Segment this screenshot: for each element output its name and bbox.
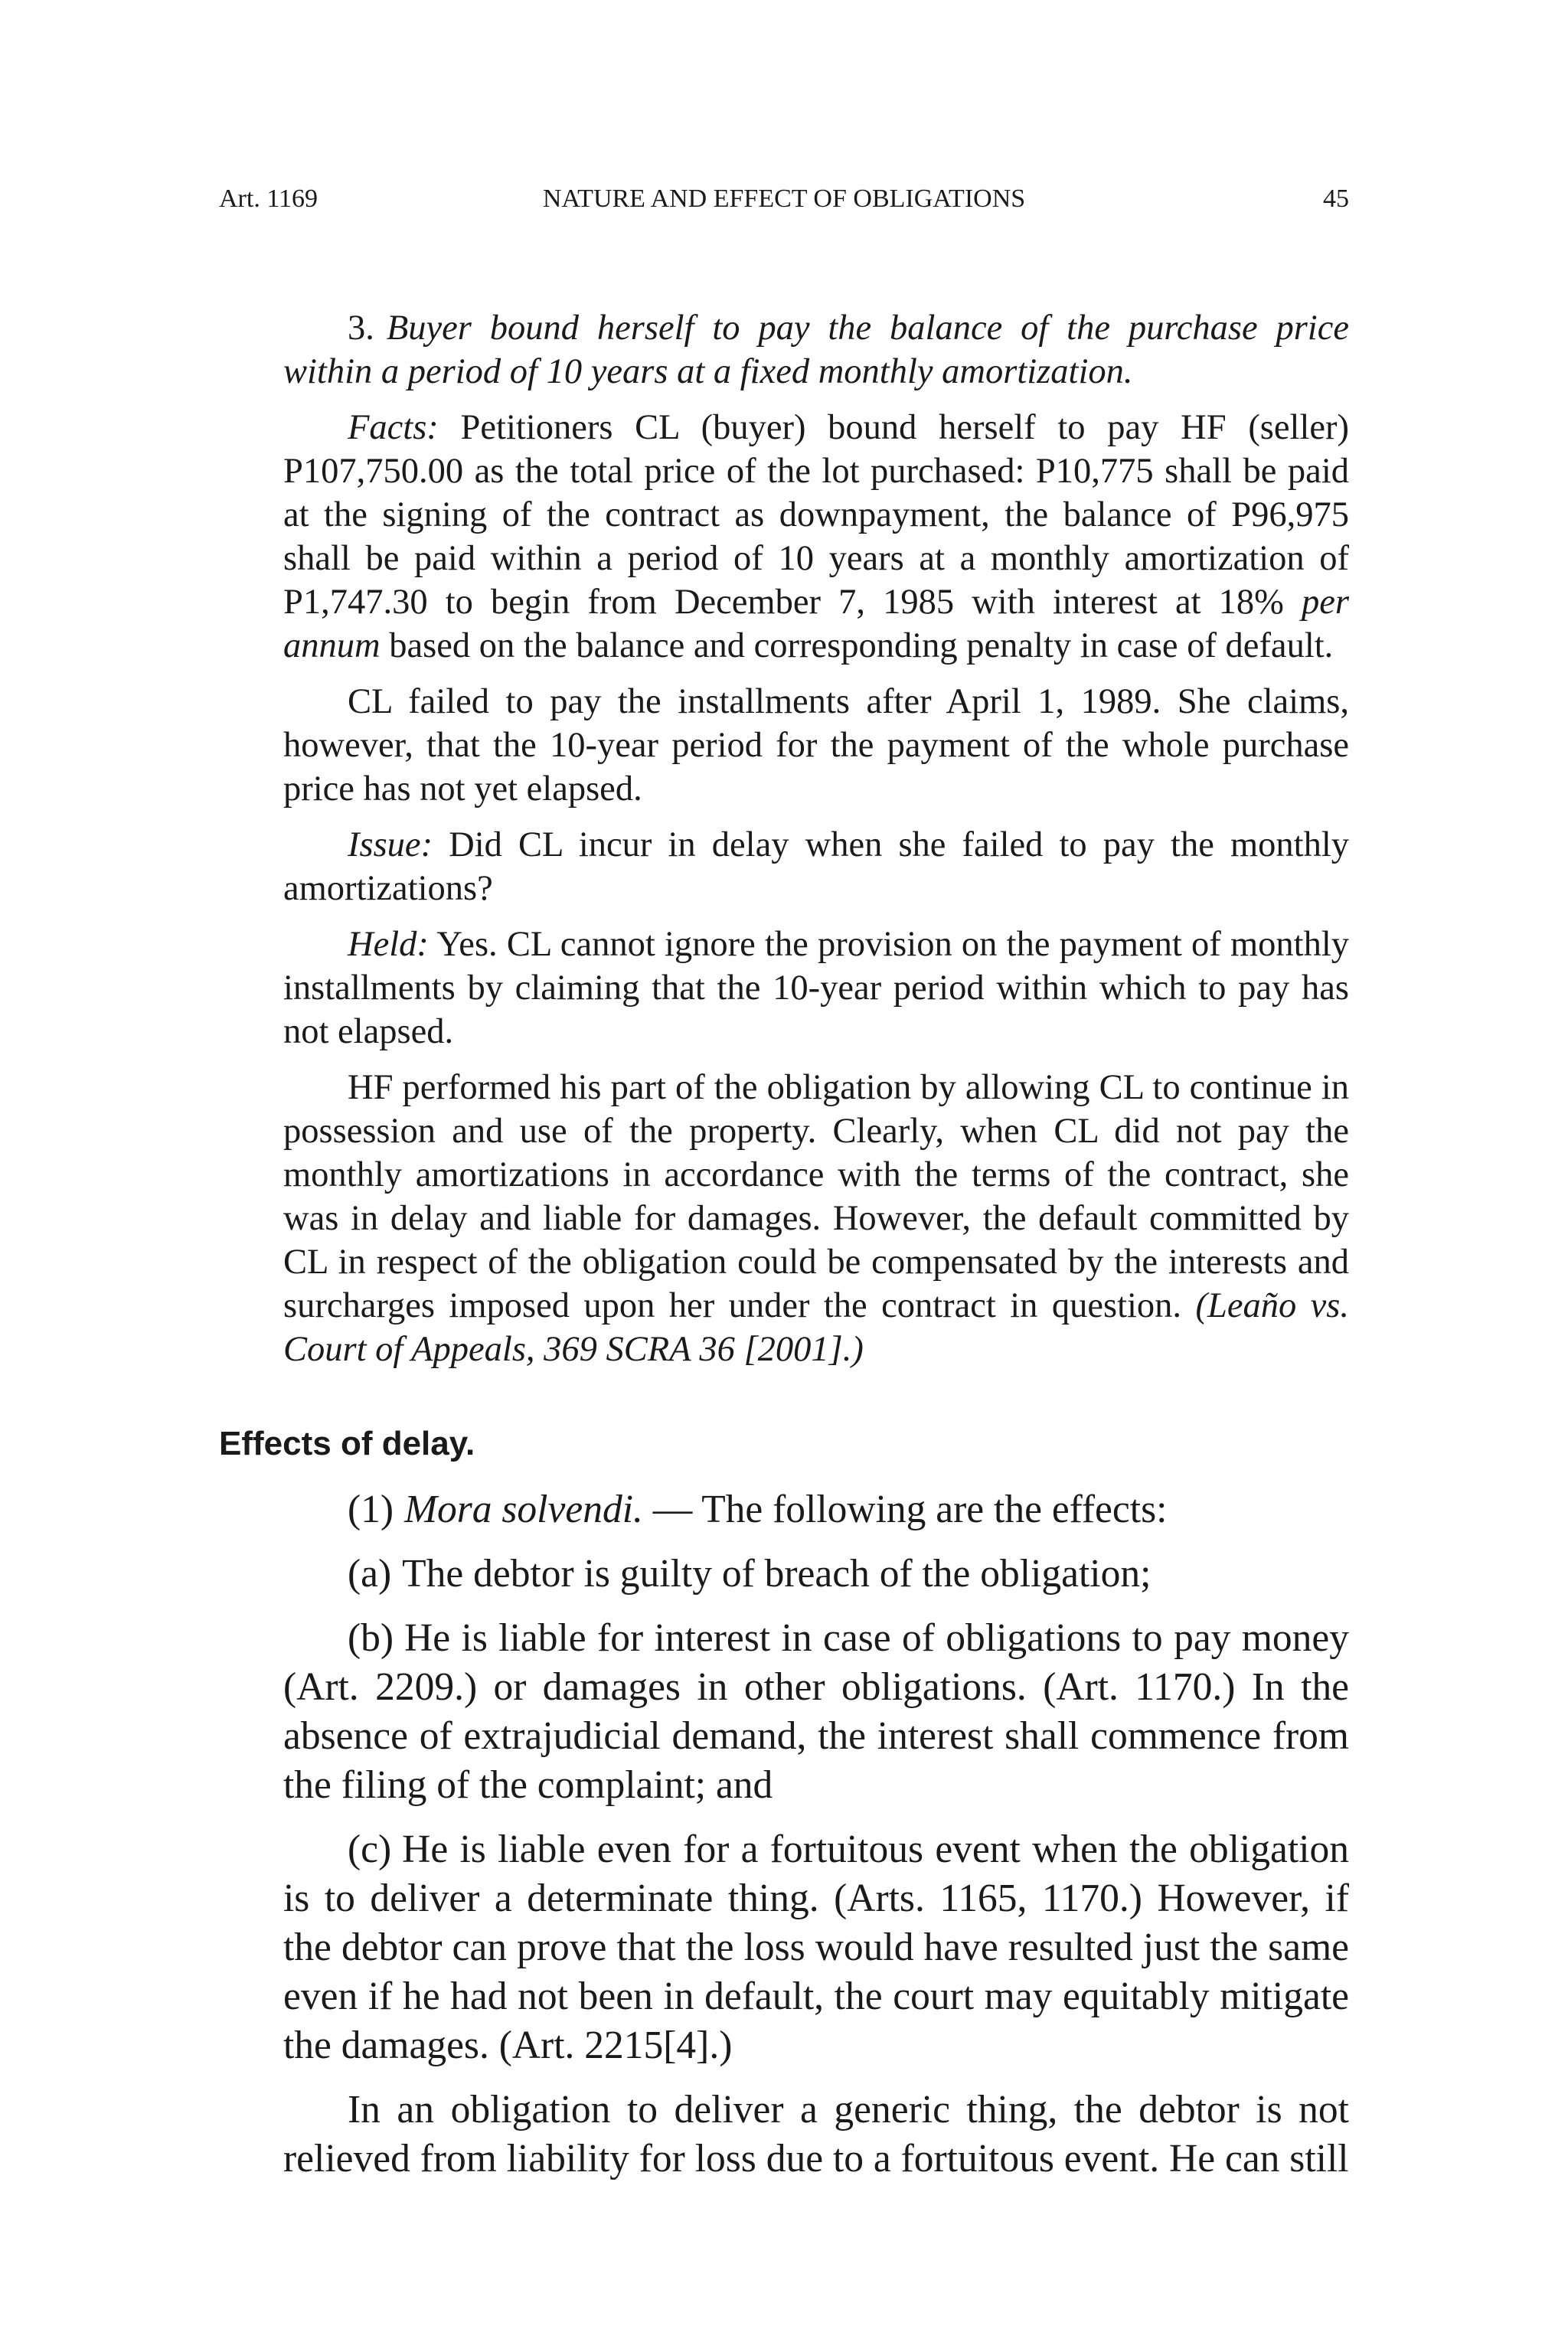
case-summary xyxy=(283,306,1349,394)
running-header xyxy=(219,176,1349,222)
item-a-marker: (a) xyxy=(348,1552,392,1596)
discussion-paragraph xyxy=(283,1066,1349,1371)
held-text: Yes. CL cannot ignore the provision on the payment of monthly installments by claiming that the 10-year period within which to pay has not elapsed. xyxy=(283,925,1349,1051)
facts-paragraph-2: CL failed to pay the installments after April 1, 1989. She claims, however, that the 10-year period for the payment of the whole purchase price has not yet elapsed. xyxy=(283,682,1349,808)
item-c-text: He is liable even for a fortuitous event when the obligation is to deliver a determinate thing. (Arts. 1165, 1170.) However, if the debtor can prove that the loss would have resulted just the same even if he had not been in default, the court may equitably mitigate the damages. (Art. 2215[4].) xyxy=(283,1828,1349,2067)
issue-label: Issue: xyxy=(348,825,433,864)
facts-text-1: Petitioners CL (buyer) bound herself to pay HF (seller) P107,750.00 as the total price of the lot purchased: P10,775 shall be paid at the signing of the contract as downpayment, the balance of P96,975 shall be paid within a period of 10 years at a monthly amortization of P1,747.30 to begin from December 7, 1985 with interest at 18% xyxy=(283,408,1349,622)
item-c-marker: (c) xyxy=(348,1828,392,1871)
header-chapter-title: NATURE AND EFFECT OF OBLIGATIONS xyxy=(542,185,1026,213)
section-heading: Effects of delay. xyxy=(219,1425,475,1462)
item-c xyxy=(283,1825,1349,2070)
generic-thing-paragraph: In an obligation to deliver a generic thing, the debtor is not relieved from liability for loss due to a fortuitous event. He can still xyxy=(283,2088,1349,2180)
page-number: 45 xyxy=(1323,185,1349,213)
issue-text: Did CL incur in delay when she failed to pay the monthly amortizations? xyxy=(283,825,1349,908)
discussion-text: HF performed his part of the obligation by allowing CL to continue in possession and use of the property. Clearly, when CL did not pay the monthly amortizations in accordance with the terms of the contract, she was in delay and liable for damages. However, the default committed by CL in respect of the obligation could be compensated by the interests and surcharges imposed upon her under the contract in question. xyxy=(283,1068,1349,1325)
item-a-text: The debtor is guilty of breach of the obligation; xyxy=(402,1552,1152,1596)
case-summary-text: Buyer bound herself to pay the balance of the purchase price within a period of 10 years at a fixed monthly amortization. xyxy=(283,309,1349,391)
item-1-label: Mora solvendi. xyxy=(404,1488,643,1531)
header-article: Art. 1169 xyxy=(219,185,318,213)
item-1-text: — The following are the effects: xyxy=(642,1488,1168,1531)
facts-paragraph xyxy=(283,406,1349,668)
item-1-marker: (1) xyxy=(348,1488,394,1531)
item-a xyxy=(283,1550,1349,1599)
case-digest xyxy=(283,306,1349,1383)
held-label: Held: xyxy=(348,925,429,964)
issue-paragraph xyxy=(283,823,1349,910)
held-paragraph xyxy=(283,923,1349,1054)
facts-label: Facts: xyxy=(348,408,439,447)
item-b xyxy=(283,1614,1349,1810)
item-b-marker: (b) xyxy=(348,1616,394,1660)
facts-italic: per annum xyxy=(283,583,1349,665)
item-1 xyxy=(283,1485,1349,1534)
case-citation: (Leaño vs. Court of Appeals, 369 SCRA 36 [2001].) xyxy=(283,1286,1349,1369)
section-body xyxy=(283,1485,1349,2199)
item-b-text: He is liable for interest in case of obligations to pay money (Art. 2209.) or damages in other obligations. (Art. 1170.) In the absence of extrajudicial demand, the interest shall commence from the filing of the complaint; and xyxy=(283,1616,1349,1807)
case-number: 3. xyxy=(348,309,374,348)
facts-text-2: based on the balance and corresponding penalty in case of default. xyxy=(380,626,1334,665)
